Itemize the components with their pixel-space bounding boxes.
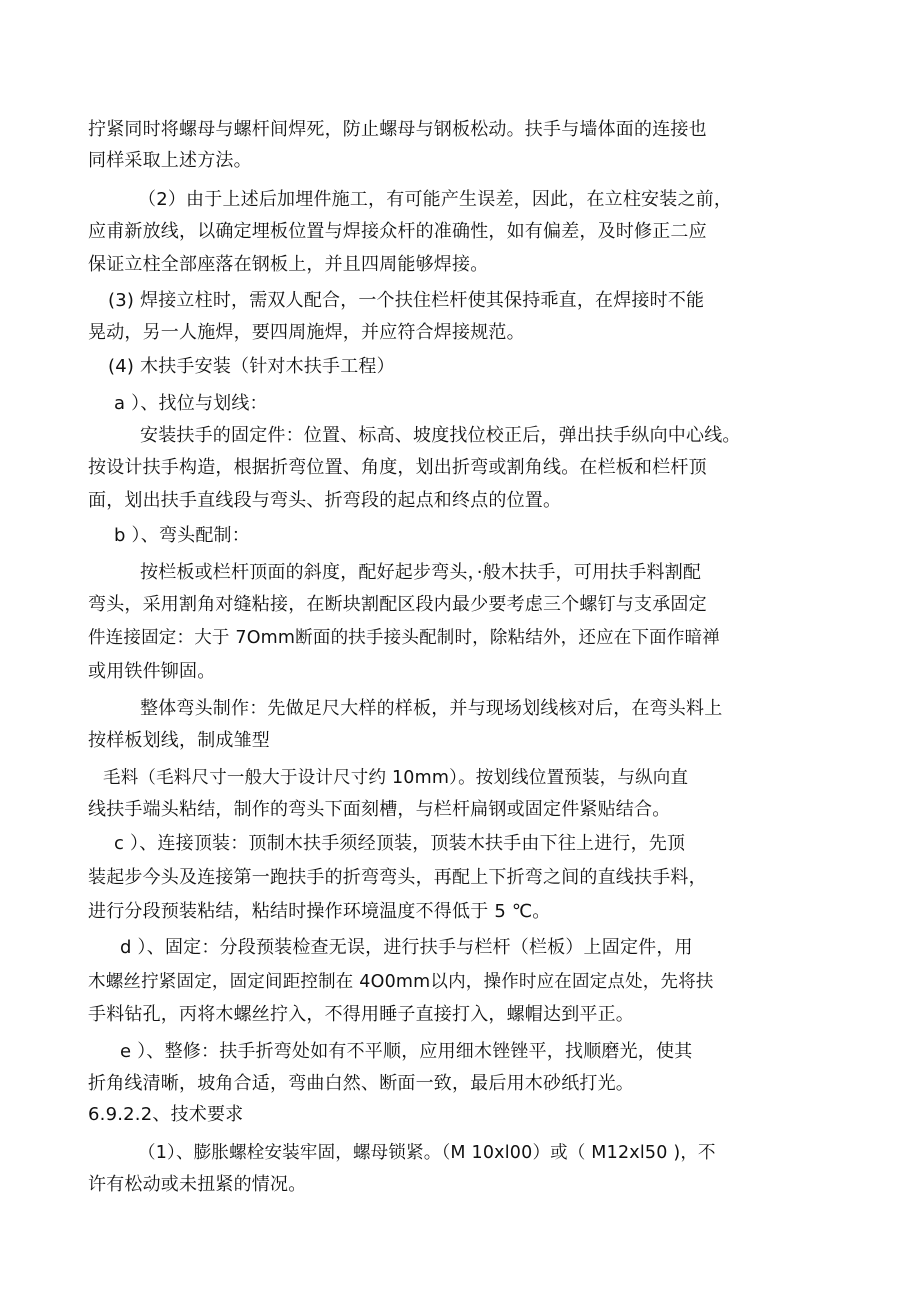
text-line: 同样采取上述方法。: [88, 150, 252, 171]
text-line: b ）、弯头配制：: [114, 525, 250, 546]
text-line: 折角线清晰，坡角合适，弯曲白然、断面一致，最后用木砂纸打光。: [88, 1073, 634, 1094]
text-line: （1）、膨胀螺栓安装牢固，螺母锁紧。（M 10xl00）或（ M12xl50 )，不: [138, 1143, 716, 1163]
text-line: e ）、整修：扶手折弯处如有不平顺，应用细木锉锉平，找顺磨光，使其: [120, 1041, 693, 1062]
section-heading: 6.9.2.2、技术要求: [88, 1104, 244, 1125]
text-line: d ）、固定：分段预装检查无误，进行扶手与栏杆（栏板）上固定件，用: [120, 937, 693, 958]
text-line: 手料钻孔，丙将木螺丝拧入，不得用睡子直接打入，螺帽达到平正。: [88, 1004, 634, 1025]
text-line: 装起步今头及连接第一跑扶手的折弯弯头，再配上下折弯之间的直线扶手料，: [88, 867, 707, 888]
text-line: 按栏板或栏杆顶面的斜度，配好起步弯头，·般木扶手，可用扶手料割配: [140, 562, 702, 583]
text-line: 面，划出扶手直线段与弯头、折弯段的起点和终点的位置。: [88, 490, 562, 511]
text-line: 进行分段预装粘结，粘结时操作环境温度不得低于 5 ℃。: [88, 901, 551, 922]
text-line: (4) 木扶手安装（针对木扶手工程）: [108, 356, 395, 377]
text-line: 毛料（毛料尺寸一般大于设计尺寸约 10mm）。按划线位置预装，与纵向直: [103, 768, 689, 788]
text-line: 木螺丝拧紧固定，固定间距控制在 4O0mm以内，操作时应在固定点处，先将扶: [88, 972, 714, 992]
text-line: 拧紧同时将螺母与螺杆间焊死，防止螺母与钢板松动。扶手与墙体面的连接也: [88, 119, 707, 140]
text-line: 应甫新放线，以确定埋板位置与焊接众杆的准确性，如有偏差，及时修正二应: [88, 221, 707, 242]
text-line: 按设计扶手构造，根据折弯位置、角度，划出折弯或割角线。在栏板和栏杆顶: [88, 457, 707, 478]
text-line: (3) 焊接立柱时，需双人配合，一个扶住栏杆使其保持乖直，在焊接时不能: [108, 290, 705, 311]
text-line: 许有松动或未扭紧的情况。: [88, 1174, 307, 1195]
text-line: a ）、找位与划线：: [114, 393, 268, 414]
text-line: 件连接固定：大于 7Omm断面的扶手接头配制时，除粘结外，还应在下面作暗禅: [88, 628, 720, 648]
text-line: 晃动，另一人施焊，要四周施焊，并应符合焊接规范。: [88, 322, 525, 343]
text-line: 或用铁件铆固。: [88, 661, 216, 682]
text-line: 安装扶手的固定件：位置、标高、坡度找位校正后，弹出扶手纵向中心线。: [140, 425, 741, 446]
text-line: 保证立柱全部座落在钢板上，并且四周能够焊接。: [88, 254, 489, 275]
text-line: c ）、连接顶装：顶制木扶手须经顶装，顶装木扶手由下往上进行，先顶: [114, 833, 686, 854]
text-line: 线扶手端头粘结，制作的弯头下面刻槽，与栏杆扁钢或固定件紧贴结合。: [88, 799, 671, 820]
text-line: （2）由于上述后加埋件施工，有可能产生误差，因此，在立柱安装之前，: [138, 189, 733, 210]
text-line: 整体弯头制作：先做足尺大样的样板，并与现场划线核对后，在弯头料上: [140, 698, 723, 719]
text-line: 弯头，采用割角对缝粘接，在断块割配区段内最少要考虑三个螺钉与支承固定: [88, 594, 707, 615]
text-line: 按样板划线，制成雏型: [88, 730, 270, 751]
